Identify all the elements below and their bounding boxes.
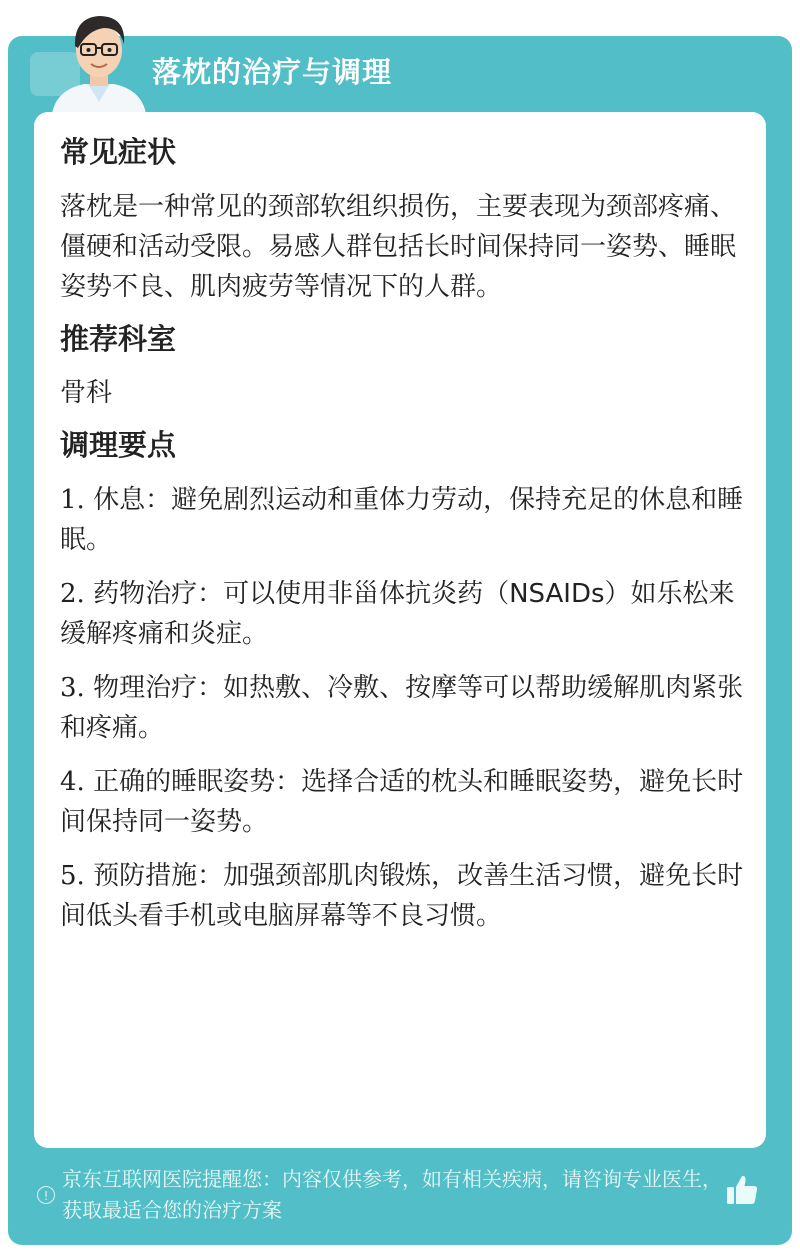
symptoms-text: 落枕是一种常见的颈部软组织损伤，主要表现为颈部疼痛、僵硬和活动受限。易感人群包括长时间保持同一姿势、睡眠姿势不良、肌肉疲劳等情况下的人群。 [60, 191, 737, 302]
list-item: 4. 正确的睡眠姿势：选择合适的枕头和睡眠姿势，避免长时间保持同一姿势。 [60, 766, 744, 837]
content-card [34, 112, 766, 1148]
section-title-symptoms: 常见症状 [60, 135, 177, 169]
department-text: 骨科 [60, 378, 113, 409]
info-icon: ! [37, 1186, 55, 1204]
doctor-avatar-icon [44, 6, 154, 114]
content-body [60, 132, 750, 950]
list-item: 2. 药物治疗：可以使用非甾体抗炎药（NSAIDs）如乐松来缓解疼痛和炎症。 [60, 578, 735, 649]
list-item: 3. 物理治疗：如热敷、冷敷、按摩等可以帮助缓解肌肉紧张和疼痛。 [60, 672, 744, 743]
list-item: 1. 休息：避免剧烈运动和重体力劳动，保持充足的休息和睡眠。 [60, 484, 744, 555]
list-item: 5. 预防措施：加强颈部肌肉锻炼，改善生活习惯，避免长时间低头看手机或电脑屏幕等不良习惯。 [60, 860, 744, 931]
disclaimer-text: 京东互联网医院提醒您：内容仅供参考，如有相关疾病，请咨询专业医生，获取最适合您的治疗方案 [62, 1167, 722, 1222]
page-title: 落枕的治疗与调理 [152, 55, 393, 89]
thumbs-up-icon[interactable] [724, 1172, 760, 1208]
section-title-department: 推荐科室 [60, 321, 177, 356]
section-title-care: 调理要点 [60, 428, 177, 463]
